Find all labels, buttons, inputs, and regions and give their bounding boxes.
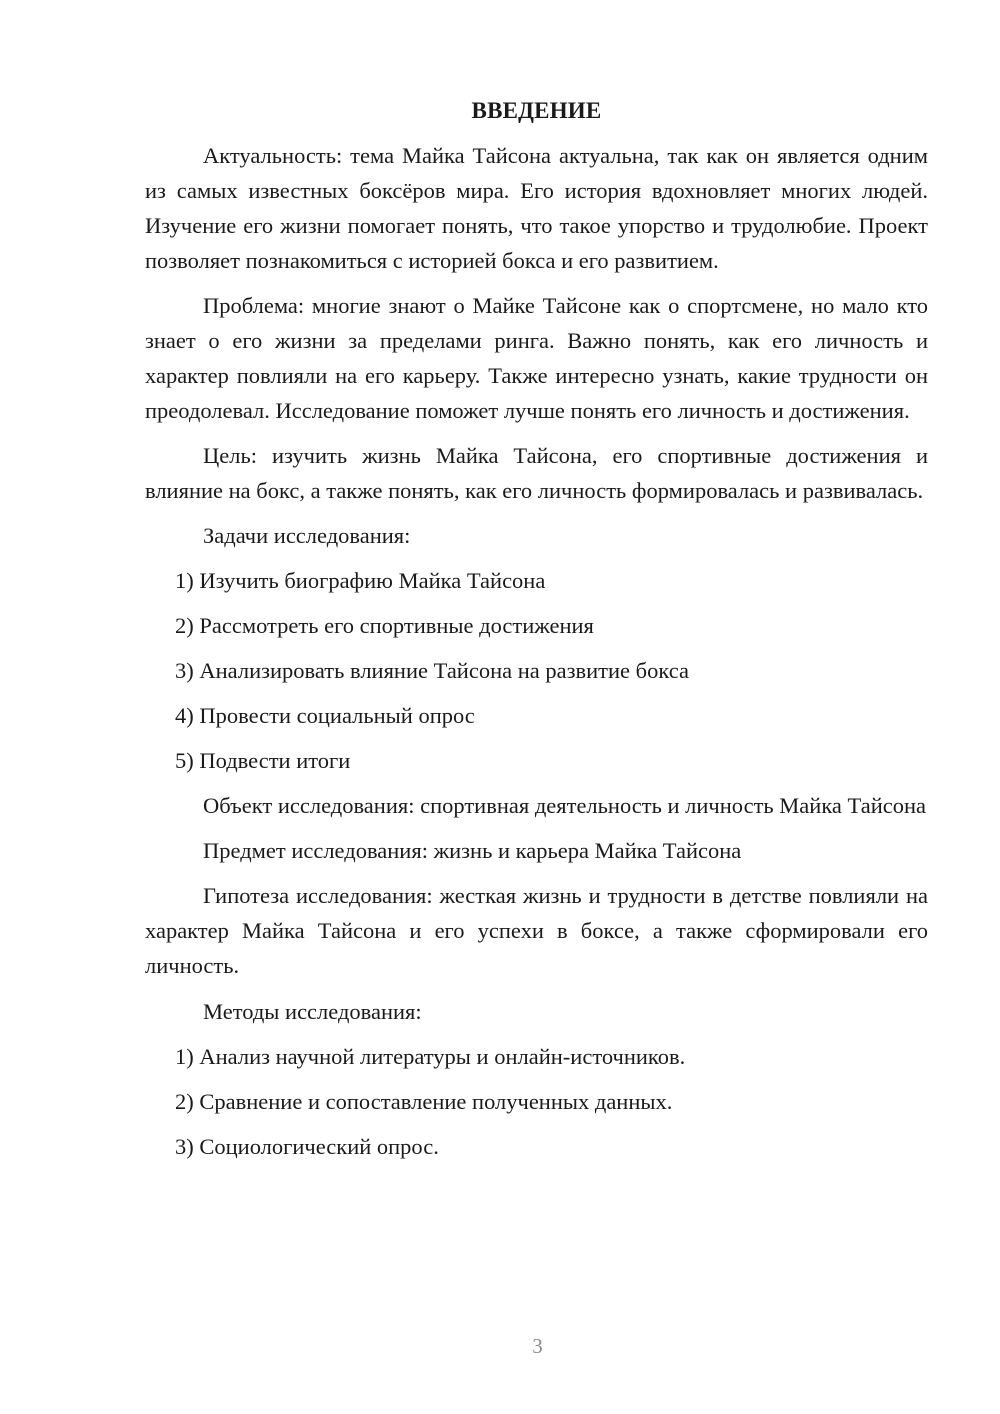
subject-paragraph: Предмет исследования: жизнь и карьера Майка Тайсона <box>203 838 742 863</box>
relevance-paragraph: Актуальность: тема Майка Тайсона актуальна, так как он является одним из самых известных боксёров мира. Его история вдохновляет многих людей. Изучение его жизни помогает понять, что такое упорство и трудолюбие. Проект позволяет познакомиться с историей бокса и его развитием. <box>145 143 928 273</box>
page-number: 3 <box>532 1334 543 1358</box>
task-item: 2) Рассмотреть его спортивные достижения <box>175 613 594 638</box>
hypothesis-paragraph: Гипотеза исследования: жесткая жизнь и трудности в детстве повлияли на характер Майка Тайсона и его успехи в боксе, а также сформировали его личность. <box>145 883 928 978</box>
method-item: 2) Сравнение и сопоставление полученных данных. <box>175 1089 673 1114</box>
goal-paragraph: Цель: изучить жизнь Майка Тайсона, его спортивные достижения и влияние на бокс, а также понять, как его личность формировалась и развивалась. <box>145 443 928 503</box>
tasks-heading: Задачи исследования: <box>203 523 411 548</box>
task-item: 5) Подвести итоги <box>175 748 351 773</box>
method-item: 1) Анализ научной литературы и онлайн-источников. <box>175 1044 686 1069</box>
object-paragraph: Объект исследования: спортивная деятельность и личность Майка Тайсона <box>203 793 926 818</box>
task-item: 4) Провести социальный опрос <box>175 703 475 728</box>
task-item: 1) Изучить биографию Майка Тайсона <box>175 568 546 593</box>
method-item: 3) Социологический опрос. <box>175 1134 439 1159</box>
page-content <box>145 96 928 1174</box>
methods-heading: Методы исследования: <box>203 999 422 1024</box>
task-item: 3) Анализировать влияние Тайсона на развитие бокса <box>175 658 689 683</box>
section-title: ВВЕДЕНИЕ <box>471 98 602 123</box>
problem-paragraph: Проблема: многие знают о Майке Тайсоне как о спортсмене, но мало кто знает о его жизни за пределами ринга. Важно понять, как его личность и характер повлияли на его карьеру. Также интересно узнать, какие трудности он преодолевал. Исследование поможет лучше понять его личность и достижения. <box>145 293 928 423</box>
